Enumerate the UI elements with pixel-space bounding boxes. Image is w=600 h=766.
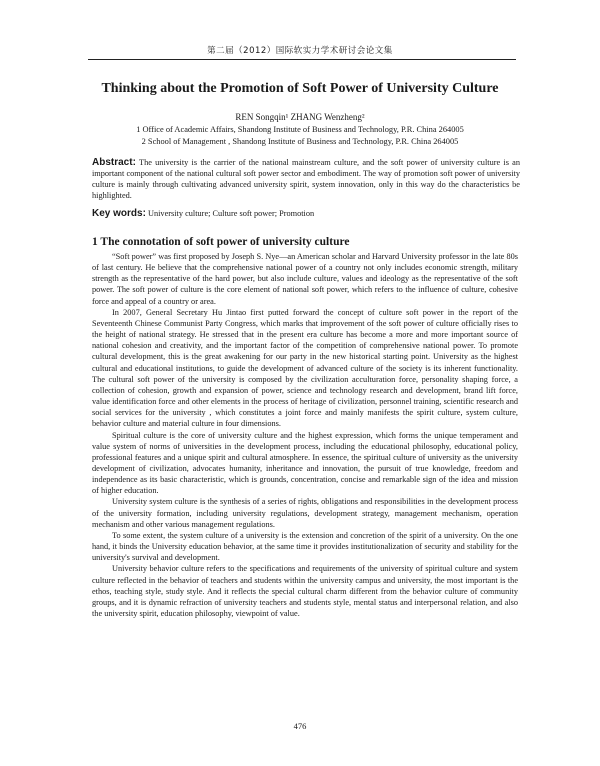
body-paragraph: To some extent, the system culture of a university is the extension and concretion of the spirit of a university. On the one hand, it binds the University education behavior, at the same time it provides institutionalization of security and stability for the university's survival and development.: [92, 530, 518, 563]
body-paragraph: “Soft power” was first proposed by Joseph S. Nye—an American scholar and Harvard University professor in the late 80s of last century. He believe that the comprehensive national power of a country not only includes economic strength, military strength as the representative of the hard power, but also include culture, values and ideology as the representative of the soft power. The soft power of culture is the core element of national soft power, which refers to the influence of culture, cohesive force and appeal of a country or area.: [92, 252, 518, 306]
authors: REN Songqin¹ ZHANG Wenzheng²: [235, 112, 365, 122]
running-header: 第二届（2012）国际软实力学术研讨会论文集: [207, 46, 393, 56]
keywords: [92, 208, 520, 219]
section-heading: 1 The connotation of soft power of university culture: [92, 236, 350, 248]
body-paragraph: In 2007, General Secretary Hu Jintao first putted forward the concept of culture soft power in the report of the Seventeenth Chinese Communist Party Congress, which marks that improvement of the soft power of culture officially rises to the height of national strategy. He stressed that in the present era culture has become a more and more important source of national cohesion and creativity, and the important factor of the competition of comprehensive national power. To promote cultural development, this is the great awakening for our party in the new historical starting point. University as the highest cultural and educational institutions, to guide the development of advanced culture of the society is its inherent functionality. The cultural soft power of the university is composed by the civilization acculturation force, personality shaping force, a collection of cohesion, growth and expansion of power, science and technology research and development, brand lift force, value identification force and other elements in the process of heritage of civilization, personnel training, scientific research and social services for the university , which constitutes a joint force and mainly manifests the spirit culture, system culture, behavior culture and material culture in four dimensions.: [92, 307, 518, 429]
header-divider: [88, 59, 516, 60]
page-number: 476: [293, 721, 307, 731]
abstract-label: Abstract:: [92, 157, 136, 168]
body-paragraph: University system culture is the synthesis of a series of rights, obligations and responsibilities in the development process of the university formation, including university regulations, development strategy, management mechanism, operation mechanism and other various management regulations.: [92, 497, 518, 529]
abstract-text: The university is the carrier of the national mainstream culture, and the soft power of university culture is an important component of the national cultural soft power sector and embodiment. The way of promotion soft power of university culture is mainly through cultivating advanced university spirit, system innovation, only in this way do the characteristics be highlighted.: [92, 158, 520, 200]
affiliation-2: 2 School of Management , Shandong Institute of Business and Technology, P.R. China 264005: [141, 137, 459, 146]
keywords-label: Key words:: [92, 208, 146, 219]
keywords-text: University culture; Culture soft power; Promotion: [147, 209, 315, 218]
body-paragraph: University behavior culture refers to the specifications and requirements of the university of spiritual culture and system culture reflected in the behavior of teachers and students within the university campus and university, the most important is the ethos, teaching style, study style. And it reflects the special cultural charm different from the behavior culture of community groups, and it is dynamic refraction of university teachers and students style, mental status and interpersonal relation, and also the university spirit, education philosophy, viewpoint of value.: [92, 564, 518, 618]
section-body: [92, 251, 518, 619]
body-paragraph: Spiritual culture is the core of university culture and the highest expression, which forms the unique temperament and value system of norms of universities in the development process, including the educational philosophy, educational policy, professional features and a unique spirit and cultural atmosphere. In essence, the spiritual culture of university as the university development of civilization, advocates humanity, inheritance and innovation, the pursuit of true knowledge, freedom and independence as its basic characteristic, which is grounds, concentration, concise and remarkable sign of the idea and mission of higher education.: [92, 430, 518, 496]
paper-title: Thinking about the Promotion of Soft Power of University Culture: [101, 81, 499, 96]
abstract: [92, 157, 520, 201]
affiliation-1: 1 Office of Academic Affairs, Shandong Institute of Business and Technology, P.R. China 264005: [136, 125, 464, 134]
